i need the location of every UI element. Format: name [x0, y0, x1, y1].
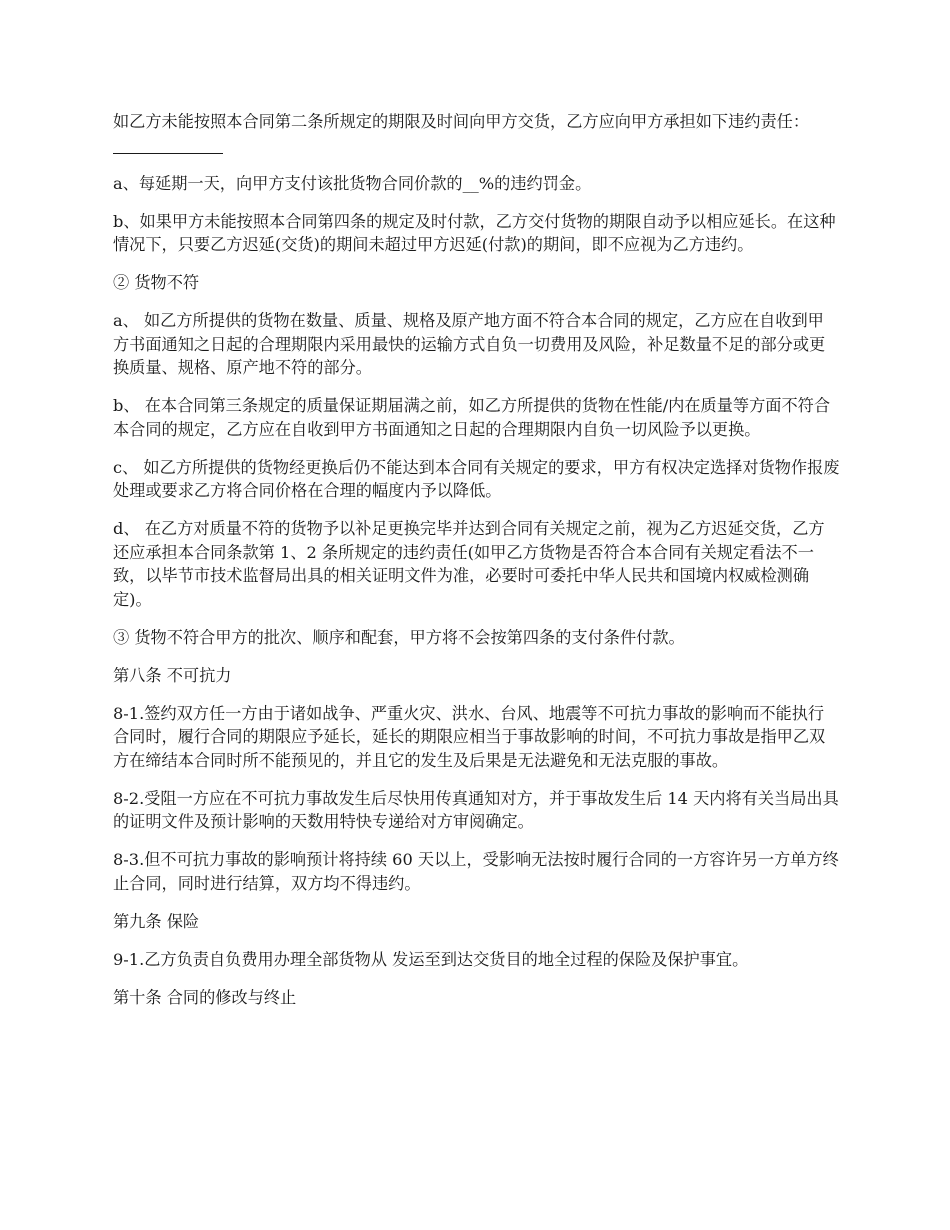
paragraph-nonconforming-heading: ② 货物不符 [113, 273, 200, 292]
section-heading-force-majeure: 第八条 不可抗力 [113, 665, 232, 685]
paragraph-nonconforming-d: d、 在乙方对质量不符的货物予以补足更换完毕并达到合同有关规定之前，视为乙方迟延交货，乙方还应承担本合同条款第 1、2 条所规定的违约责任(如甲乙方货物是否符合本合同有关规定看法不一致，以毕节市技术监督局出具的相关证明文件为准，必要时可委托中华人民共和国境内权威检测确定)。 [113, 519, 825, 609]
section-heading-insurance: 第九条 保险 [113, 911, 200, 931]
paragraph-nonconforming-b: b、 在本合同第三条规定的质量保证期届满之前，如乙方所提供的货物在性能/内在质量等方面不符合本合同的规定，乙方应在自收到甲方书面通知之日起的合理期限内自负一切风险予以更换。 [113, 396, 831, 439]
paragraph-text: 如乙方未能按照本合同第二条所规定的期限及时间向甲方交货，乙方应向甲方承担如下违约责任： [113, 112, 810, 131]
section-heading-modification: 第十条 合同的修改与终止 [113, 987, 297, 1007]
paragraph-8-1: 8-1.签约双方任一方由于诸如战争、严重火灾、洪水、台风、地震等不可抗力事故的影响而不能执行合同时，履行合同的期限应予延长，延长的期限应相当于事故影响的时间，不可抗力事故是指甲乙双方在缔结本合同时所不能预见的，并且它的发生及后果是无法避免和无法克服的事故。 [113, 703, 826, 770]
paragraph-late-delivery-intro [113, 110, 840, 157]
paragraph-batch-mismatch: ③ 货物不符合甲方的批次、顺序和配套，甲方将不会按第四条的支付条件付款。 [113, 627, 685, 647]
document-page [113, 110, 840, 1024]
paragraph-nonconforming-a: a、 如乙方所提供的货物在数量、质量、规格及原产地方面不符合本合同的规定，乙方应在自收到甲方书面通知之日起的合理期限内采用最快的运输方式自负一切费用及风险，补足数量不足的部分或更换质量、规格、原产地不符的部分。 [113, 311, 826, 377]
paragraph-8-3: 8-3.但不可抗力事故的影响预计将持续 60 天以上，受影响无法按时履行合同的一方容许另一方单方终止合同，同时进行结算，双方均不得违约。 [113, 850, 839, 893]
paragraph-nonconforming-c: c、 如乙方所提供的货物经更换后仍不能达到本合同有关规定的要求，甲方有权决定选择对货物作报废处理或要求乙方将合同价格在合理的幅度内予以降低。 [113, 457, 840, 500]
paragraph-8-2: 8-2.受阻一方应在不可抗力事故发生后尽快用传真通知对方，并于事故发生后 14 天内将有关当局出具的证明文件及预计影响的天数用特快专递给对方审阅确定。 [113, 788, 839, 831]
paragraph-9-1: 9-1.乙方负责自负费用办理全部货物从 发运至到达交货目的地全过程的保险及保护事宜。 [113, 949, 749, 969]
paragraph-clause-b-extension: b、如果甲方未能按照本合同第四条的规定及时付款，乙方交付货物的期限自动予以相应延长。在这种情况下，只要乙方迟延(交货)的期间未超过甲方迟延(付款)的期间，即不应视为乙方违约。 [113, 211, 836, 254]
fill-in-blank [113, 137, 223, 154]
paragraph-clause-a-penalty: a、每延期一天，向甲方支付该批货物合同价款的__%的违约罚金。 [113, 173, 592, 193]
